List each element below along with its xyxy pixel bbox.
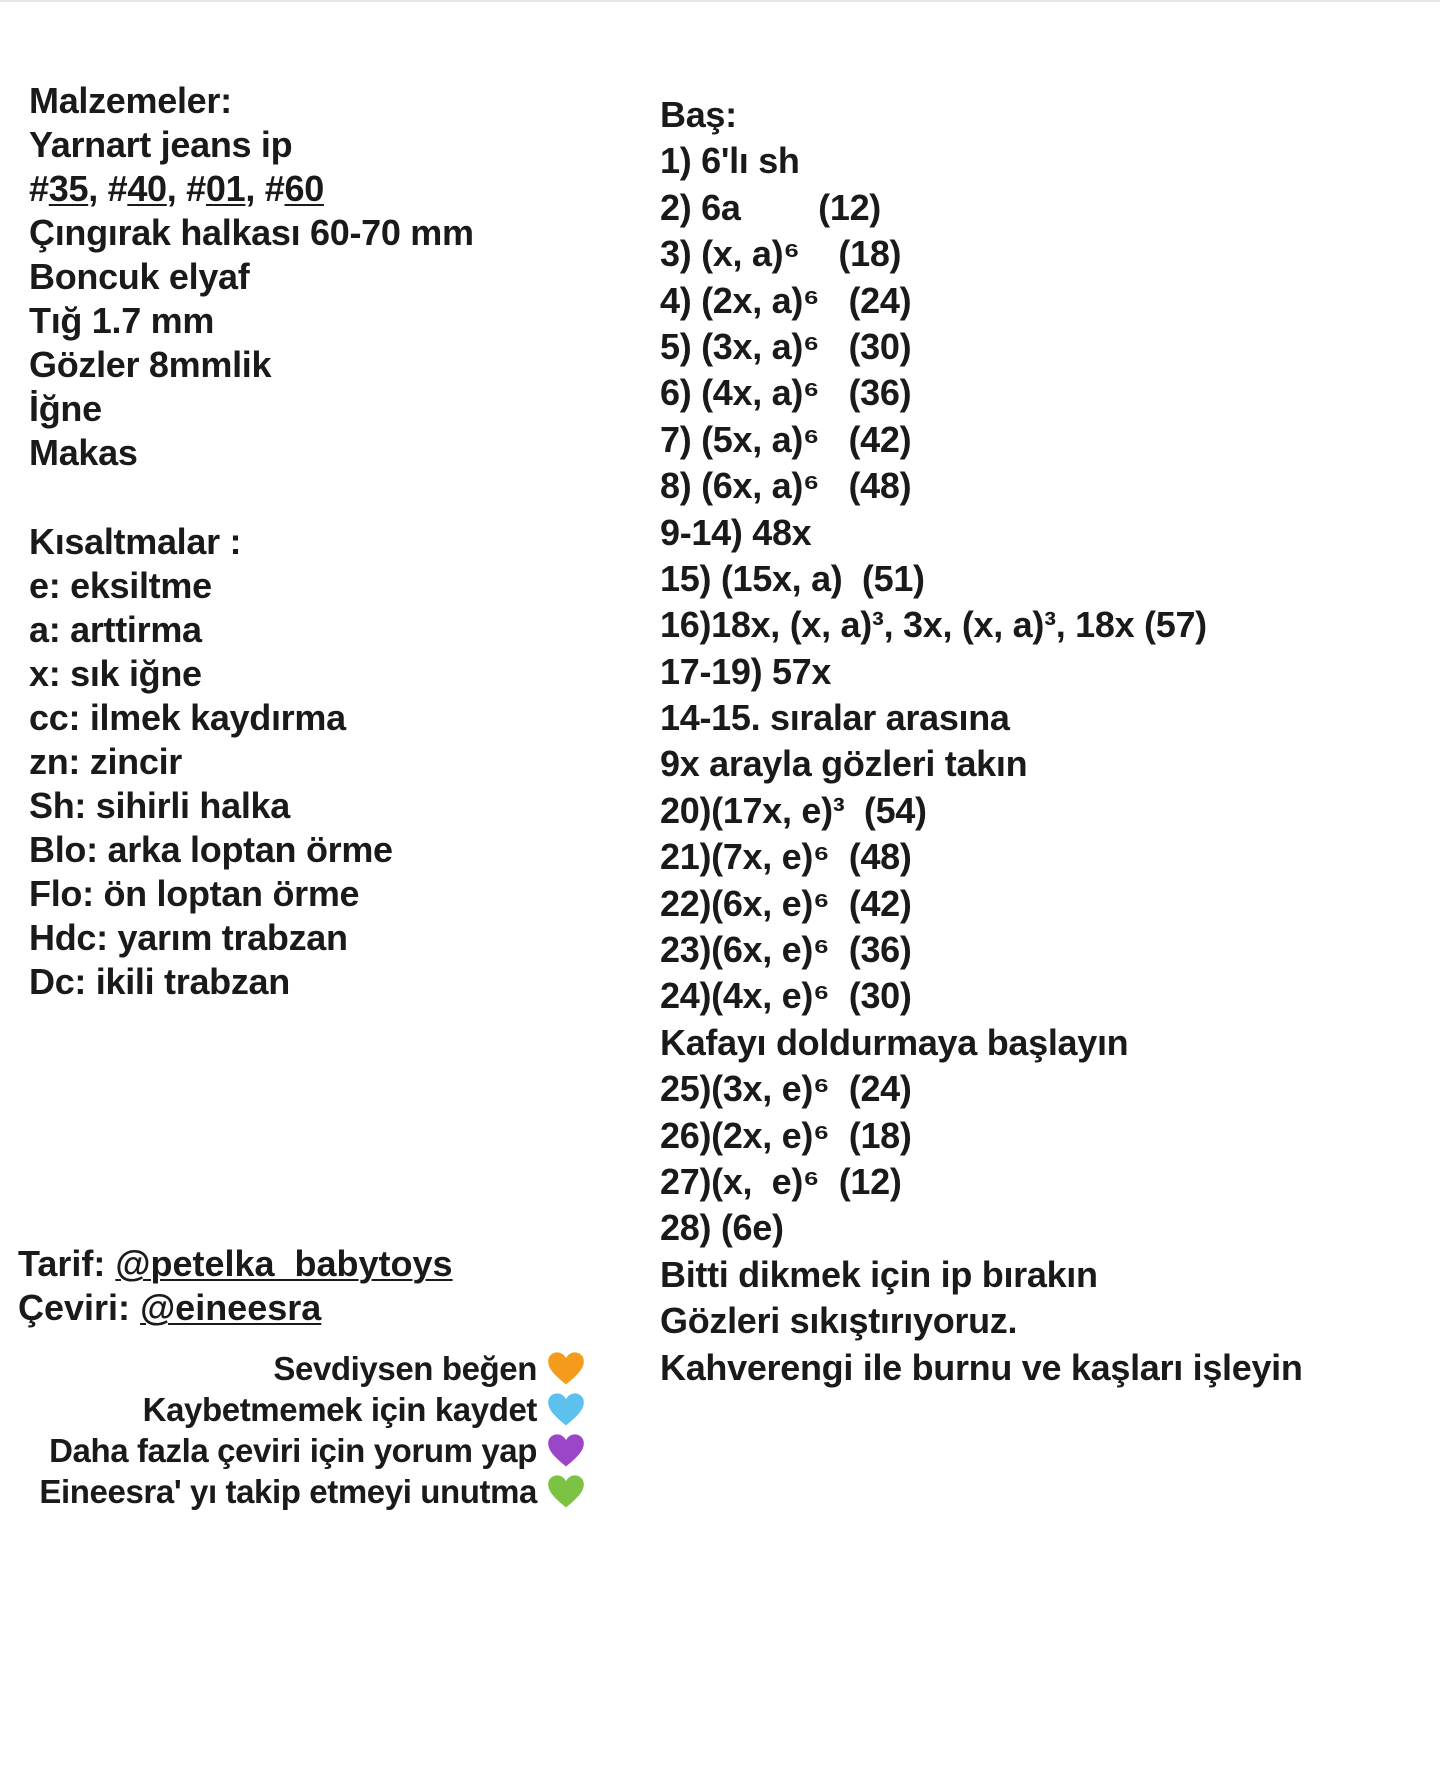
abbreviation-item: Flo: ön loptan örme [29, 873, 360, 914]
pattern-row: 22)(6x, e)⁶ (42) [660, 882, 912, 924]
pattern-row: 25)(3x, e)⁶ (24) [660, 1068, 912, 1110]
social-line-save [0, 1389, 585, 1430]
pattern-row: 17-19) 57x [660, 650, 832, 692]
abbreviation-item: cc: ilmek kaydırma [29, 697, 346, 738]
social-text: Sevdiysen beğen [273, 1350, 537, 1387]
abbreviations-title: Kısaltmalar : [29, 521, 242, 562]
translation-label: Çeviri: [18, 1287, 131, 1328]
pattern-row: 21)(7x, e)⁶ (48) [660, 836, 912, 878]
head-title: Baş: [660, 94, 737, 135]
abbreviation-item: Dc: ikili trabzan [29, 961, 290, 1002]
abbreviation-item: Sh: sihirli halka [29, 785, 290, 826]
social-text: Kaybetmemek için kaydet [142, 1391, 537, 1428]
material-item: Boncuk elyaf [29, 256, 250, 297]
pattern-row: 9-14) 48x [660, 511, 812, 553]
materials-title: Malzemeler: [29, 80, 232, 121]
pattern-row: Kafayı doldurmaya başlayın [660, 1021, 1129, 1063]
pattern-row: 5) (3x, a)⁶ (30) [660, 325, 912, 367]
material-item: Gözler 8mmlik [29, 344, 272, 385]
social-line-follow [0, 1471, 585, 1512]
pattern-row: 8) (6x, a)⁶ (48) [660, 465, 912, 507]
purple-heart-icon [547, 1432, 585, 1470]
social-callouts [0, 1348, 585, 1512]
abbreviation-item: Hdc: yarım trabzan [29, 917, 348, 958]
pattern-row: Gözleri sıkıştırıyoruz. [660, 1300, 1018, 1342]
social-text: Daha fazla çeviri için yorum yap [49, 1432, 537, 1469]
pattern-row: 23)(6x, e)⁶ (36) [660, 929, 912, 971]
social-line-like [0, 1348, 585, 1389]
material-item: İğne [29, 388, 102, 429]
recipe-label: Tarif: [18, 1243, 106, 1284]
abbreviation-item: e: eksiltme [29, 565, 212, 606]
pattern-row: 15) (15x, a) (51) [660, 557, 925, 599]
material-item: Çıngırak halkası 60-70 mm [29, 212, 474, 253]
pattern-row: Kahverengi ile burnu ve kaşları işleyin [660, 1346, 1303, 1388]
pattern-row: 3) (x, a)⁶ (18) [660, 233, 902, 275]
abbreviation-item: Blo: arka loptan örme [29, 829, 393, 870]
pattern-row: 4) (2x, a)⁶ (24) [660, 279, 912, 321]
credits [18, 1242, 453, 1330]
recipe-handle-link[interactable]: @petelka_babytoys [115, 1243, 453, 1284]
pattern-row: 14-15. sıralar arasına [660, 697, 1010, 739]
abbreviation-item: a: arttirma [29, 609, 202, 650]
materials-colors: #35, #40, #01, #60 [29, 168, 324, 209]
pattern-row: 9x arayla gözleri takın [660, 743, 1028, 785]
head-rows [660, 138, 1420, 1391]
translation-credit [18, 1286, 453, 1330]
left-column [29, 79, 649, 1004]
pattern-row: 16)18x, (x, a)³, 3x, (x, a)³, 18x (57) [660, 604, 1207, 646]
pattern-row: 20)(17x, e)³ (54) [660, 789, 927, 831]
pattern-row: 26)(2x, e)⁶ (18) [660, 1114, 912, 1156]
recipe-credit [18, 1242, 453, 1286]
material-item: Tığ 1.7 mm [29, 300, 215, 341]
color-code: 40 [127, 168, 167, 209]
pattern-row: 2) 6a (12) [660, 186, 881, 228]
color-code: 35 [48, 168, 89, 209]
pattern-row: 1) 6'lı sh [660, 140, 800, 182]
pattern-row: Bitti dikmek için ip bırakın [660, 1253, 1098, 1295]
pattern-row: 28) (6e) [660, 1207, 784, 1249]
pattern-row: 6) (4x, a)⁶ (36) [660, 372, 912, 414]
pattern-row: 24)(4x, e)⁶ (30) [660, 975, 912, 1017]
right-column [660, 92, 1420, 1391]
translation-handle-link[interactable]: @eineesra [140, 1287, 322, 1328]
abbreviation-item: x: sık iğne [29, 653, 202, 694]
social-text: Eineesra' yı takip etmeyi unutma [39, 1473, 537, 1510]
orange-heart-icon [547, 1350, 585, 1388]
materials-yarn: Yarnart jeans ip [29, 124, 293, 165]
green-heart-icon [547, 1473, 585, 1511]
material-item: Makas [29, 432, 138, 473]
color-code: 60 [284, 168, 324, 209]
color-code: 01 [205, 168, 246, 209]
pattern-row: 27)(x, e)⁶ (12) [660, 1160, 902, 1202]
social-line-comment [0, 1430, 585, 1471]
abbreviation-item: zn: zincir [29, 741, 183, 782]
top-border [0, 0, 1440, 2]
pattern-row: 7) (5x, a)⁶ (42) [660, 418, 912, 460]
blue-heart-icon [547, 1391, 585, 1429]
